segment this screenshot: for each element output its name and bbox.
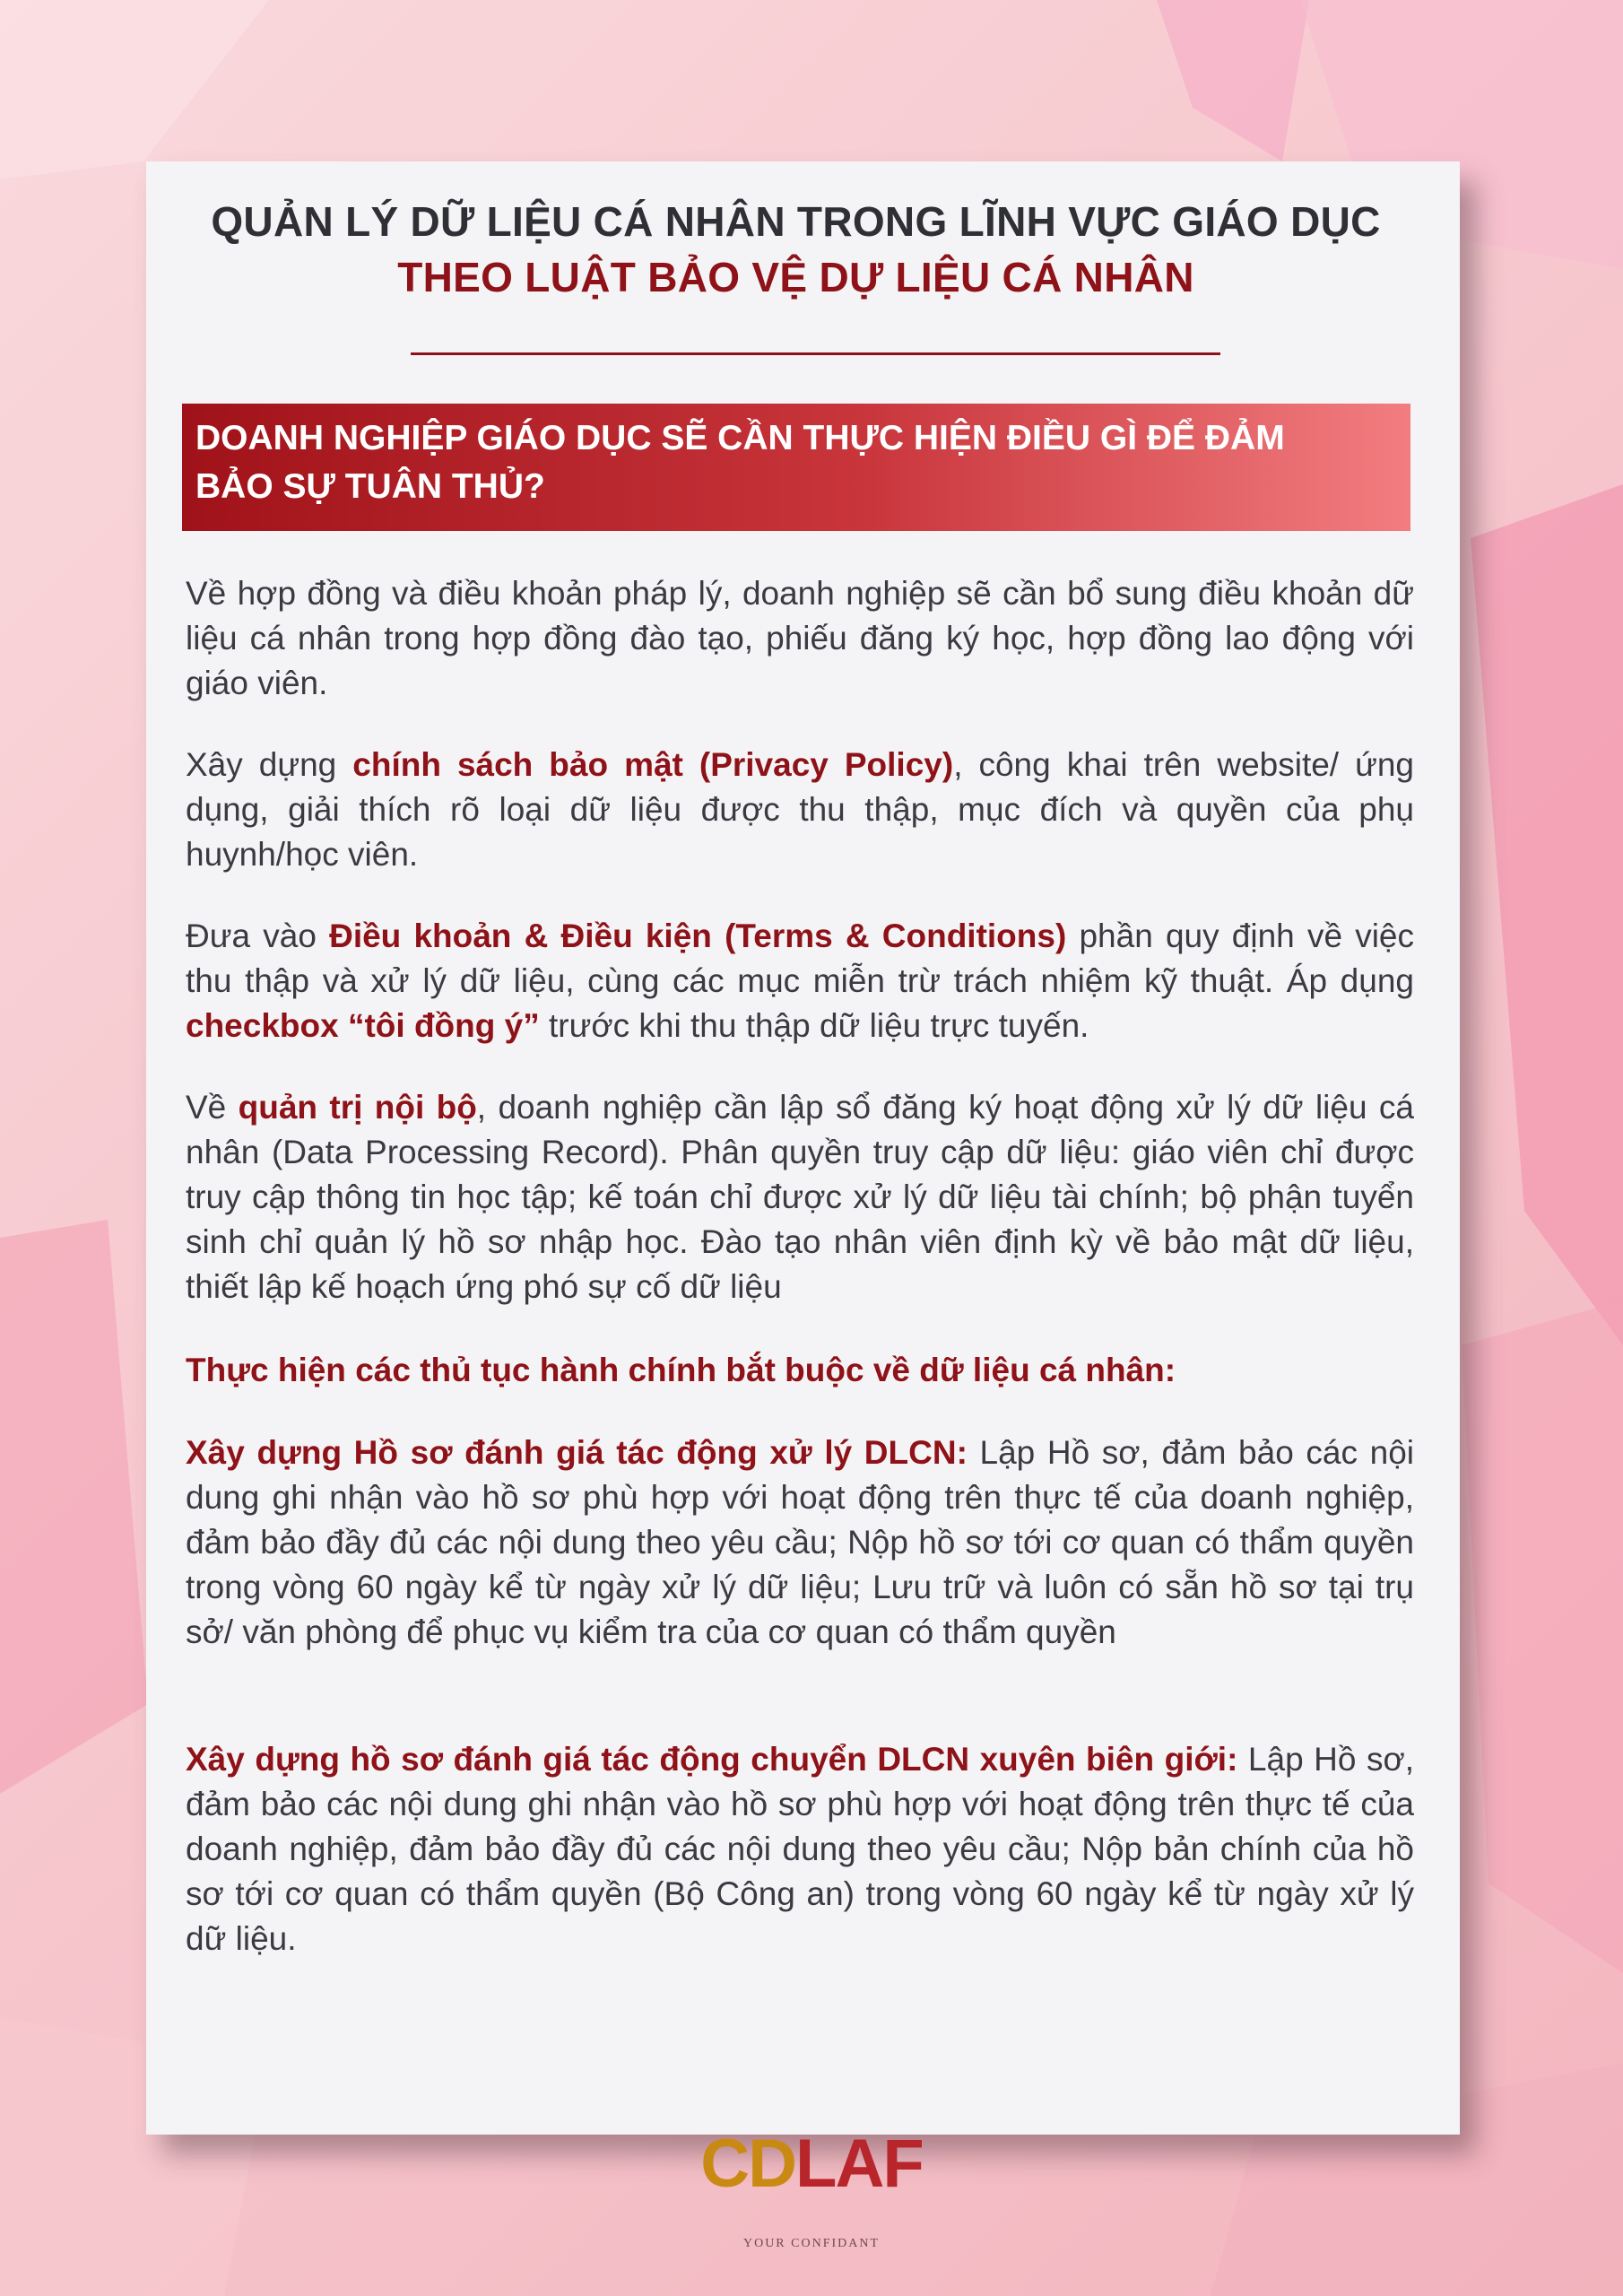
paragraph-text: Lập Hồ sơ, đảm bảo các nội dung ghi nhận vào hồ sơ phù hợp với hoạt động trên thực tế của doanh nghiệp, đảm bảo đầy đủ các nội dung theo yêu cầu; Nộp hồ sơ tới cơ quan có thẩm quyền trong vòng 60 ngày kể từ ngày xử lý dữ liệu; Lưu trữ và luôn có sẵn hồ sơ tại trụ sở/ văn phòng để phục vụ kiểm tra của cơ quan có thẩm quyền xyxy=(186,1434,1414,1650)
paragraph-terms xyxy=(186,914,1414,1048)
paragraph-text: Xây dựng xyxy=(186,746,353,783)
logo-wordmark xyxy=(700,2124,923,2205)
title-divider xyxy=(411,352,1220,355)
paragraph-impact-assessment xyxy=(186,1431,1414,1655)
highlight-cross-border: Xây dựng hồ sơ đánh giá tác động chuyển DLCN xuyên biên giới: xyxy=(186,1741,1238,1778)
paragraph-text: phần quy định về việc thu thập và xử lý dữ liệu, cùng các mục miễn trừ trách nhiệm kỹ thuật. Áp dụng xyxy=(186,918,1414,999)
document-subtitle: THEO LUẬT BẢO VỆ DỰ LIỆU CÁ NHÂN xyxy=(397,254,1194,300)
paragraph-text: Về hợp đồng và điều khoản pháp lý, doanh nghiệp sẽ cần bổ sung điều khoản dữ liệu cá nhân trong hợp đồng đào tạo, phiếu đăng ký học, hợp đồng lao động với giáo viên. xyxy=(186,575,1414,701)
cdlaf-logo xyxy=(0,2124,1623,2205)
paragraph-text: , công khai trên website/ ứng dụng, giải thích rõ loại dữ liệu được thu thập, mục đích và quyền của phụ huynh/học viên. xyxy=(186,746,1415,873)
highlight-checkbox-consent: checkbox “tôi đồng ý” xyxy=(186,1007,540,1044)
highlight-terms-conditions: Điều khoản & Điều kiện (Terms & Conditions) xyxy=(329,918,1067,954)
paragraph-contracts xyxy=(186,571,1414,706)
paragraph-text: trước khi thu thập dữ liệu trực tuyến. xyxy=(539,1007,1089,1044)
paragraph-privacy-policy xyxy=(186,743,1414,877)
highlight-impact-assessment: Xây dựng Hồ sơ đánh giá tác động xử lý DLCN: xyxy=(186,1434,968,1471)
paragraph-text: Đưa vào xyxy=(186,918,330,954)
procedures-heading: Thực hiện các thủ tục hành chính bắt buộc về dữ liệu cá nhân: xyxy=(186,1352,1176,1388)
section-heading xyxy=(195,414,1397,511)
paragraph-text: Về xyxy=(186,1089,239,1126)
paragraph-internal-governance xyxy=(186,1085,1414,1309)
section-heading-line2: BẢO SỰ TUÂN THỦ? xyxy=(195,467,545,506)
paragraph-cross-border xyxy=(186,1737,1414,1961)
logo-laf: LAF xyxy=(795,2126,923,2202)
logo-cd: CD xyxy=(700,2126,796,2202)
paragraph-text: , doanh nghiệp cần lập sổ đăng ký hoạt động xử lý dữ liệu cá nhân (Data Processing Record). Phân quyền truy cập dữ liệu: giáo viên chỉ được truy cập thông tin học tập; kế toán chỉ được xử lý dữ liệu tài chính; bộ phận tuyển sinh chỉ quản lý hồ sơ nhập học. Đào tạo nhân viên định kỳ về bảo mật dữ liệu, thiết lập kế hoạch ứng phó sự cố dữ liệu xyxy=(186,1089,1414,1305)
document-title: QUẢN LÝ DỮ LIỆU CÁ NHÂN TRONG LĨNH VỰC GIÁO DỤC xyxy=(211,198,1381,245)
logo-tagline: YOUR CONFIDANT xyxy=(742,2237,881,2250)
highlight-privacy-policy: chính sách bảo mật (Privacy Policy) xyxy=(352,746,954,783)
paragraph-text: Lập Hồ sơ, đảm bảo các nội dung ghi nhận vào hồ sơ phù hợp với hoạt động trên thực tế của doanh nghiệp, đảm bảo đầy đủ các nội dung theo yêu cầu; Nộp bản chính của hồ sơ tới cơ quan có thẩm quyền (Bộ Công an) trong vòng 60 ngày kể từ ngày xử lý dữ liệu. xyxy=(186,1741,1415,1957)
highlight-internal-governance: quản trị nội bộ xyxy=(238,1089,477,1126)
section-heading-line1: DOANH NGHIỆP GIÁO DỤC SẼ CẦN THỰC HIỆN ĐIỀU GÌ ĐỂ ĐẢM xyxy=(195,419,1285,457)
